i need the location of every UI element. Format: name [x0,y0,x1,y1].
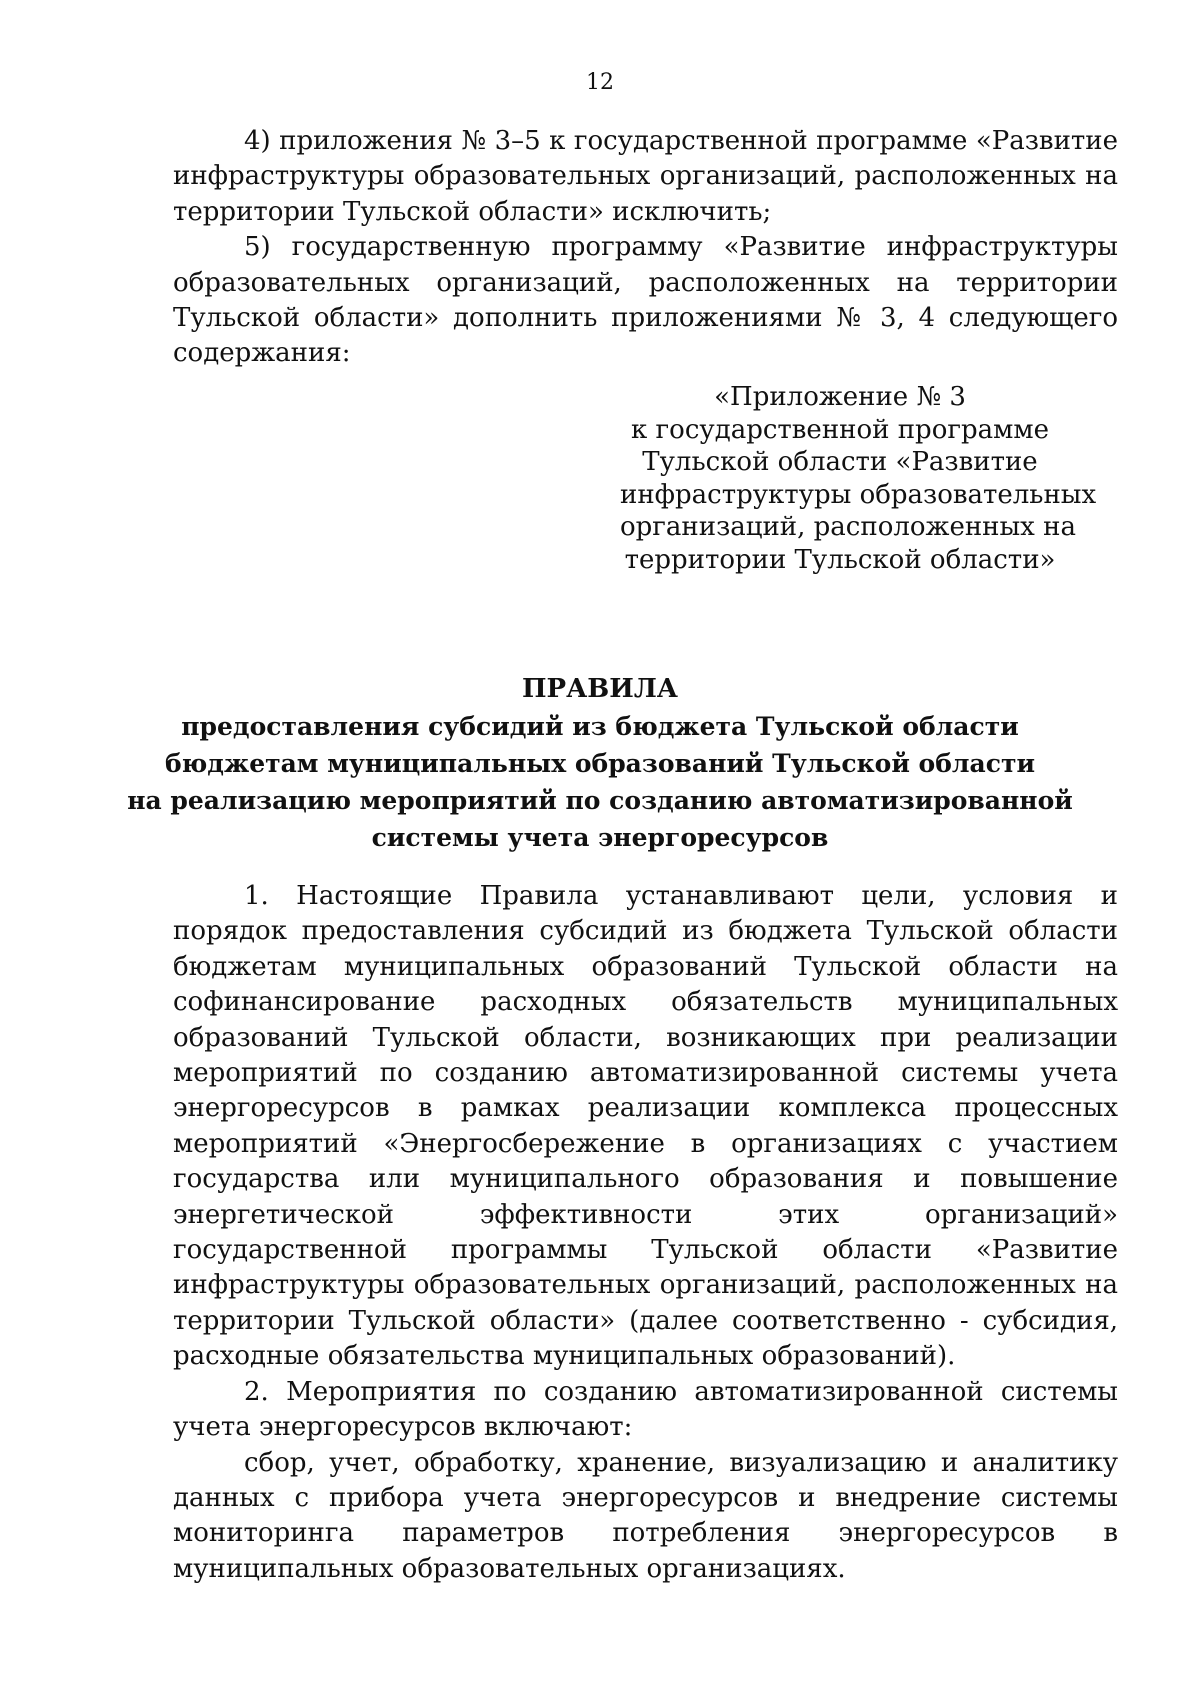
title-line: системы учета энергоресурсов [371,823,829,852]
rules-body [173,879,1118,1587]
title-line: на реализацию мероприятий по созданию автоматизированной [127,786,1073,815]
title-line: предоставления субсидий из бюджета Тульской области [181,712,1019,741]
paragraph-item-5: 5) государственную программу «Развитие инфраструктуры образовательных организаций, расположенных на территории Тульской области» дополнить приложениями № 3, 4 следующего содержания: [173,232,1118,369]
appendix-heading [620,381,1097,576]
intro-section [173,124,1118,372]
document-title [0,671,1200,856]
rule-paragraph-2: 2. Мероприятия по созданию автоматизированной системы учета энергоресурсов включают: [173,1376,1118,1443]
appendix-line: инфраструктуры образовательных [620,479,1097,510]
appendix-line: к государственной программе [631,414,1049,445]
appendix-line: организаций, расположенных на [620,512,1076,542]
rule-paragraph-2-details: сбор, учет, обработку, хранение, визуализацию и аналитику данных с прибора учета энергоресурсов и внедрение системы мониторинга параметров потребления энергоресурсов в муниципальных образовательных организациях. [173,1447,1118,1584]
page-number: 12 [586,70,614,95]
title-main: ПРАВИЛА [522,674,678,704]
appendix-line: Тульской области «Развитие [642,447,1038,477]
paragraph-item-4: 4) приложения № 3–5 к государственной программе «Развитие инфраструктуры образовательных организаций, расположенных на территории Тульской области» исключить; [173,126,1118,227]
appendix-line: территории Тульской области» [624,544,1056,575]
rule-paragraph-1: 1. Настоящие Правила устанавливают цели, условия и порядок предоставления субсидий из бюджета Тульской области бюджетам муниципальных образований Тульской области на софинансирование расходных обязательств муниципальных образований Тульской области, возникающих при реализации мероприятий по созданию автоматизированной системы учета энергоресурсов в рамках реализации комплекса процессных мероприятий «Энергосбережение в организациях с участием государства или муниципального образования и повышение энергетической эффективности этих организаций» государственной программы Тульской области «Развитие инфраструктуры образовательных организаций, расположенных на территории Тульской области» (далее соответственно - субсидия, расходные обязательства муниципальных образований). [173,881,1118,1372]
appendix-line: «Приложение № 3 [714,382,966,412]
title-line: бюджетам муниципальных образований Тульской области [164,749,1035,778]
